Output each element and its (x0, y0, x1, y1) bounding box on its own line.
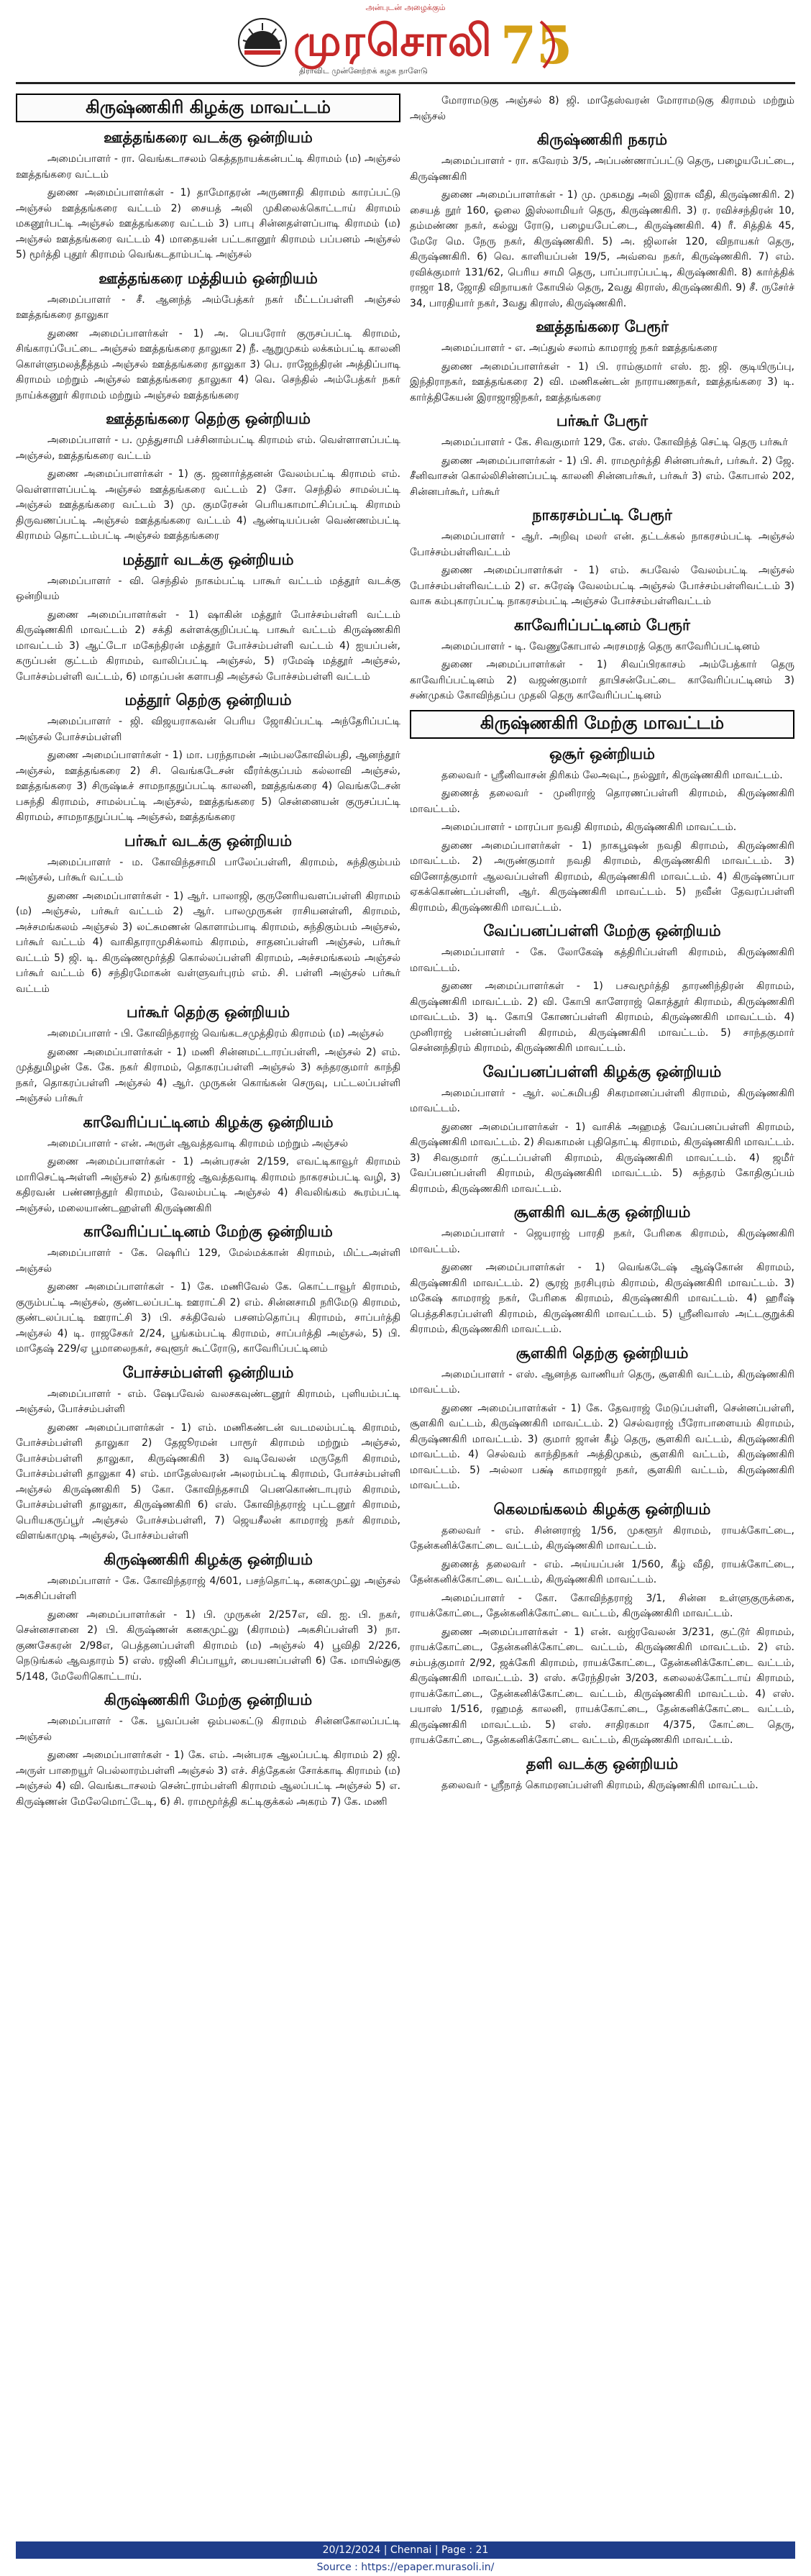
logo-tagline: திராவிட முன்னேற்றக் கழக நாளேடு (299, 66, 428, 76)
section-title: சூளகிரி தெற்கு ஒன்றியம் (516, 1344, 689, 1362)
district-title: கிருஷ்ணகிரி மேற்கு மாவட்டம் (480, 713, 725, 733)
section-paragraph: துணை அமைப்பாளர்கள் - 1) ஆர். பாலாஜி, குருனேரியவளப்பள்ளி கிராமம் (ம) அஞ்சல், பர்கூர் வட்டம் 2) ஆர். பாலமுருகன் ராசியனள்ளி, கிராமம், அச்சமங்கலம் அஞ்சல் 3) லட்சுமணன் கொளாம்பாடி கிராமம், சுந்திகும்பம் அஞ்சல், பர்கூர் வட்டம் 4) வாகிதாராமுசிக்லாம் கிராமம், சாதனப்பள்ளி அஞ்சல், பர்கூர் வட்டம் 5) ஜி. டி. கிருஷ்ணமூர்த்தி கொல்லப்பள்ளி கிராமம், அச்சமங்கலம் அஞ்சல் பர்கூர் வட்டம் 6) சந்திரமோகன் வள்ளுவர்புரம் எம். சி. பள்ளி அஞ்சல் பர்கூர் வட்டம் (16, 890, 400, 995)
section-paragraph: தலைவர் - எம். சின்னராஜ் 1/56, முகளூர் கிராமம், ராயக்கோட்டை, தேன்கனிக்கோட்டை வட்டம், கிருஷ்ணகிரி மாவட்டம். (410, 1524, 794, 1552)
logo-text: முரசொலி (293, 16, 493, 66)
section-title: சூளகிரி வடக்கு ஒன்றியம் (513, 1203, 691, 1221)
footer (0, 2541, 811, 2576)
section-paragraph: துணை அமைப்பாளர்கள் - 1) ஷாகின் மத்தூர் போச்சம்பள்ளி வட்டம் கிருஷ்ணகிரி மாவட்டம் 2) சக்தி கள்ளக்குறிப்பட்டி பாகூர் வட்டம் கிருஷ்ணகிரி மாவட்டம் 3) ஆட்டோ மகேந்திரன் மத்தூர் போச்சம்பள்ளி வட்டம் 4) ஐயப்பன், கருப்பன் குட்டம் கிராமம், வாலிப்பட்டி அஞ்சல், 5) ரமேஷ் மத்தூர் அஞ்சல், போச்சம்பள்ளி வட்டம், 6) மாதப்பன் களாபதி அஞ்சல் போச்சம்பள்ளி வட்டம் (16, 609, 400, 683)
right-column (410, 94, 794, 1796)
section-paragraph: துணைத் தலைவர் - முனிராஜ் தொரணப்பள்ளி கிராமம், கிருஷ்ணகிரி மாவட்டம். (410, 788, 794, 815)
section-title: கிருஷ்ணகிரி மேற்கு ஒன்றியம் (104, 1691, 313, 1708)
masthead (0, 0, 811, 86)
footer-date-page: 20/12/2024 | Chennai | Page : 21 (16, 2541, 795, 2559)
section-paragraph: அமைப்பாளர் - கே. ஷெரிப் 129, மேல்மக்கான் கிராமம், மிட்டஅள்ளி அஞ்சல் (16, 1247, 400, 1275)
anniversary-number: 75 (500, 14, 573, 73)
section-paragraph: துணை அமைப்பாளர்கள் - 1) சிவப்பிரகாசம் அம்பேத்கார் தெரு காவேரிப்பட்டினம் 2) வஜண்குமார் தாபிசன்பேட்டை காவேரிப்பட்டினம் 3) சண்முகம் கோவிந்தப்ப முதலி தெரு காவேரிப்பட்டினம் (410, 659, 794, 701)
section-paragraph: அமைப்பாளர் - ம. கோவிந்தசாமி பாலேப்பள்ளி, கிராமம், சுந்திகும்பம் அஞ்சல், பர்கூர் வட்டம் (16, 856, 400, 883)
section-paragraph: துணை அமைப்பாளர்கள் - 1) எம். மணிகண்டன் வடமலம்பட்டி கிராமம், போச்சம்பள்ளி தாலுகா 2) தேஜூரமன் பாரூர் கிராமம் மற்றும் அஞ்சல், போச்சம்பள்ளி தாலுகா, கிருஷ்ணகிரி 3) வடிவேலன் மருதேரி கிராமம், போச்சம்பள்ளி தாலுகா 4) எம். மாதேஸ்வரன் அலரம்பட்டி கிராமம், போச்சம்பள்ளி அஞ்சல் கிருஷ்ணகிரி 5) கோ. கோவிந்தசாமி பெனகொண்டாபுரம் கிராமம், போச்சம்பள்ளி தாலுகா, கிருஷ்ணகிரி 6) எஸ். கோவிந்தராஜ் புட்டனூர் கிராமம், பெரியகருப்பூர் அஞ்சல் போச்சம்பள்ளி, 7) ஜெயசீலன் காமராஜ் நகர் கிராமம், விளங்காமுடி அஞ்சல், போச்சம்பள்ளி (16, 1421, 400, 1542)
section-paragraph: தலைவர் - ஸ்ரீனிவாசன் திரிகம் லேஅவுட், நல்லூர், கிருஷ்ணகிரி மாவட்டம். (441, 769, 783, 781)
section-title: வேப்பனப்பள்ளி கிழக்கு ஒன்றியம் (482, 1062, 722, 1080)
left-sections (16, 129, 400, 1810)
masthead-divider (16, 82, 795, 84)
section-paragraph: அமைப்பாளர் - ரா. கவேரம் 3/5, அப்பண்ணாப்பட்டு தெரு, பழையபேட்டை, கிருஷ்ணகிரி (410, 155, 794, 183)
section-paragraph: துணை அமைப்பாளர்கள் - 1) மா. பரந்தாமன் அம்பலகோவில்பதி, ஆனந்தூர் அஞ்சல், ஊத்தங்கரை 2) சி. வெங்கடேசன் வீரர்க்குப்பம் கல்லாவி அஞ்சல், ஊத்தங்கரை 3) சிருஷ்டீச் சாமநாதநுப்பட்டி காலனி, ஊத்தங்கரை 4) வெங்கடேசன் பசுந்தி கிராமம், சாமல்பட்டி அஞ்சல், ஊத்தங்கரை 5) சென்னையன் குருசப்பட்டி கிராமம், சாமநாதநுப்பட்டி அஞ்சல், ஊத்தங்கரை (16, 750, 400, 823)
right-sections-b (410, 745, 794, 1794)
district-heading-east (16, 94, 400, 122)
continuation-text: மோராமடுகு அஞ்சல் 8) ஜி. மாதேஸ்வரன் மோராமடுகு கிராமம் மற்றும் அஞ்சல் (410, 95, 794, 122)
section-paragraph: அமைப்பாளர் - என். அருள் ஆவத்தவாடி கிராமம் மற்றும் அஞ்சல் (47, 1137, 348, 1150)
section-paragraph: அமைப்பாளர் - எ. அப்துல் சலாம் காமராஜ் நகர் ஊத்தங்கரை (441, 342, 718, 354)
section-paragraph: துணை அமைப்பாளர்கள் - 1) வாசிக் அஹமத் வேப்பனப்பள்ளி கிராமம், கிருஷ்ணகிரி மாவட்டம். 2) சிவகாமன் புதிதொட்டி கிராமம், கிருஷ்ணகிரி மாவட்டம். 3) சிவகுமார் குட்டப்பள்ளி கிராமம், கிருஷ்ணகிரி மாவட்டம். 4) ஜமீர் வேப்பனப்பள்ளி கிராமம், கிருஷ்ணகிரி மாவட்டம். 5) சுந்தரம் கோதிகுப்பம் கிராமம், கிருஷ்ணகிரி மாவட்டம். (410, 1121, 794, 1195)
left-column (16, 94, 400, 1813)
section-title: தளி வடக்கு ஒன்றியம் (526, 1754, 679, 1772)
section-paragraph: அமைப்பாளர் - ஜெயராஜ் பாரதி நகர், பேரிகை கிராமம், கிருஷ்ணகிரி மாவட்டம். (410, 1228, 794, 1255)
section-paragraph: துணை அமைப்பாளர்கள் - 1) அன்பரசன் 2/159, எவட்டிகாவூர் கிராமம் மாரிசெட்டிஅள்ளி அஞ்சல் 2) தங்கராஜ் ஆவத்தவாடி கிராமம் நாகரசம்பட்டி வழி, 3) கதிரவன் பண்ணந்தூர் கிராமம், வேலம்பட்டி அஞ்சல் 4) சிவலிங்கம் கூரம்பட்டி அஞ்சல், மலையாண்டஹள்ளி கிருஷ்ணகிரி (16, 1156, 400, 1214)
section-paragraph: தலைவர் - ஸ்ரீநாத் கொமரனப்பள்ளி கிராமம், கிருஷ்ணகிரி மாவட்டம். (441, 1779, 759, 1791)
section-paragraph: அமைப்பாளர் - ஆர். அறிவு மலர் என். தட்டக்கல் நாகரசம்பட்டி அஞ்சல் போச்சம்பள்ளிவட்டம் (410, 531, 794, 558)
section-paragraph: அமைப்பாளர் - கே. பூவப்பன் ஒம்பலகட்டு கிராமம் சின்னகோலப்பட்டி அஞ்சல் (16, 1716, 400, 1743)
section-paragraph: துணை அமைப்பாளர்கள் - 1) மணி சின்னமட்டாரப்பள்ளி, அஞ்சல் 2) எம். முத்துமிழன் கே. கே. நகர் கிராமம், தொகரப்பள்ளி அஞ்சல் 3) சுந்தரகுமார் காந்தி நகர், தொகரப்பள்ளி அஞ்சல் 4) ஆர். முருகன் கொங்கன் செருவு, பட்டலப்பள்ளி அஞ்சல் பர்கூர் (16, 1046, 400, 1104)
section-title: ஊத்தங்கரை வடக்கு ஒன்றியம் (104, 129, 313, 146)
section-title: ஊத்தங்கரை தெற்கு ஒன்றியம் (106, 410, 311, 427)
district-title: கிருஷ்ணகிரி கிழக்கு மாவட்டம் (86, 96, 331, 117)
section-title: பர்கூர் பேரூர் (556, 412, 649, 429)
section-paragraph: அமைப்பாளர் - பி. கோவிந்தராஜ் வெங்கடசமுத்திரம் கிராமம் (ம) அஞ்சல் (47, 1028, 384, 1039)
section-paragraph: துணை அமைப்பாளர்கள் - 1) கே. மணிவேல் கே. கொட்டாவூர் கிராமம், குரும்பட்டி அஞ்சல், குண்டலப்பட்டி ஊராட்சி 2) எம். சின்னசாமி நரிமேடு கிராமம், குண்டலப்பட்டி ஊராட்சி 3) பி. சக்திவேல் பசனம்தொப்பு கிராமம், சாப்பர்த்தி அஞ்சல் 4) டி. ராஜசேகர் 2/24, பூங்கம்பட்டி கிராமம், சாப்பர்த்தி அஞ்சல், 5) பி. மாதேஷ் 229/ஏ பூமாலைநகர், சவுளூர் கூட்ரோடு, காவேரிப்பட்டினம் (16, 1281, 400, 1355)
section-title: காவேரிப்பட்டினம் கிழக்கு ஒன்றியம் (83, 1113, 334, 1131)
section-paragraph: துணை அமைப்பாளர்கள் - 1) எம். சுபவேல் வேலம்பட்டி அஞ்சல் போச்சம்பள்ளிவட்டம் 2) எ. சுரேஷ் வேலம்பட்டி அஞ்சல் போச்சம்பள்ளிவட்டம் 3) வாசு கம்புகாரப்பட்டி நாகரசம்பட்டி அஞ்சல் போச்சம்பள்ளிவட்டம் (410, 565, 794, 607)
section-paragraph: அமைப்பாளர் - கே. கோவிந்தராஜ் 4/601, பசந்தொட்டி, கனகமுட்லு அஞ்சல் அகசிப்பள்ளி (16, 1575, 400, 1602)
section-title: பர்கூர் வடக்கு ஒன்றியம் (124, 832, 292, 850)
section-title: ஊத்தங்கரை மத்தியம் ஒன்றியம் (98, 269, 318, 287)
section-title: மத்தூர் தெற்கு ஒன்றியம் (124, 691, 292, 709)
section-paragraph: துணை அமைப்பாளர்கள் - 1) பி. சி. ராமமூர்த்தி சின்னபர்கூர், பர்கூர். 2) ஜே. சீனிவாசன் கொல்லிசின்னப்பட்டி காலனி சின்னபர்கூர், பர்கூர் 3) எம். கோபால் 202, சின்னபர்கூர், பர்கூர் (410, 455, 794, 498)
section-paragraph: அமைப்பாளர் - ரா. வெங்கடாசலம் கெத்தநாயக்கன்பட்டி கிராமம் (ம) அஞ்சல் ஊத்தங்கரை வட்டம் (16, 153, 400, 181)
district-heading-west (410, 710, 794, 739)
section-title: காவேரிப்பட்டினம் பேரூர் (514, 616, 690, 634)
section-title: காவேரிப்பட்டினம் மேற்கு ஒன்றியம் (83, 1223, 333, 1240)
section-paragraph: துணைத் தலைவர் - எம். அய்யப்பன் 1/560, கீழ் வீதி, ராயக்கோட்டை, தேன்கனிக்கோட்டை வட்டம், கிருஷ்ணகிரி மாவட்டம். (410, 1558, 794, 1585)
section-title: நாகரசம்பட்டி பேரூர் (532, 506, 672, 524)
section-title: ஊத்தங்கரை பேரூர் (536, 318, 669, 335)
right-sections-a (410, 131, 794, 704)
section-paragraph: துணை அமைப்பாளர்கள் - 1) பசவமூர்த்தி தாரணிந்திரன் கிராமம், கிருஷ்ணகிரி மாவட்டம். 2) வி. கோபி காளேராஜ் கொத்தூர் கிராமம், கிருஷ்ணகிரி மாவட்டம். 3) டி. கோபி கோணப்பள்ளி கிராமம், கிருஷ்ணகிரி மாவட்டம். 4) முனிராஜ் பன்னப்பள்ளி கிராமம், கிருஷ்ணகிரி மாவட்டம். 5) சாந்தகுமார் சென்னந்திரம் கிராமம், கிருஷ்ணகிரி மாவட்டம். (410, 980, 794, 1054)
section-title: கெலமங்கலம் கிழக்கு ஒன்றியம் (493, 1500, 711, 1518)
section-paragraph: அமைப்பாளர் - ஜி. விஜயராகவன் பெரிய ஜோகிப்பட்டி அந்தேரிப்பட்டி அஞ்சல் போச்சம்பள்ளி (16, 716, 400, 743)
logo (237, 13, 575, 76)
section-paragraph: அமைப்பாளர் - கே. லோகேஷ் கத்திரிப்பள்ளி கிராமம், கிருஷ்ணகிரி மாவட்டம். (410, 947, 794, 974)
section-paragraph: அமைப்பாளர் - டி. வேணுகோபால் அரசமரத் தெரு காவேரிப்பட்டினம் (441, 640, 760, 652)
section-paragraph: துணை அமைப்பாளர்கள் - 1) பி. ராம்குமார் எஸ். ஐ. ஜி. குடியிருப்பு, இந்திராநகர், ஊத்தங்கரை 2) வி. மணிகண்டன் நாராயணநகர், ஊத்தங்கரை 3) டி. கார்த்திகேயன் இராஜாஜிநகர், ஊத்தங்கரை (410, 360, 794, 404)
section-paragraph: அமைப்பாளர் - எம். ஷேபவேல் வலசகவுண்டனூர் கிராமம், புளியம்பட்டி அஞ்சல், போச்சம்பள்ளி (16, 1388, 400, 1415)
section-title: கிருஷ்ணகிரி கிழக்கு ஒன்றியம் (104, 1550, 313, 1568)
section-title: கிருஷ்ணகிரி நகரம் (536, 131, 668, 148)
section-paragraph: அமைப்பாளர் - ஆர். லட்சுமிபதி சிகரமானப்பள்ளி கிராமம், கிருஷ்ணகிரி மாவட்டம். (410, 1087, 794, 1114)
section-paragraph: துணை அமைப்பாளர்கள் - 1) கே. எம். அன்பரசு ஆலப்பட்டி கிராமம் 2) ஜி. அருள் பாறையூர் பெல்லாரம்பள்ளி அஞ்சல் 3) எச். சித்தேகன் சோக்காடி கிராமம் (ம) அஞ்சல் 4) வி. வெங்கடாசலம் சென்ட்ராம்பள்ளி கிராமம் ஆலப்பட்டி அஞ்சல் 5) எ. கிருஷ்ணன் மேலேமொட்டேடி, 6) சி. ராமமூர்த்தி கட்டிகுக்கல் அகரம் 7) கே. மணி (16, 1749, 400, 1808)
footer-source-link[interactable]: Source : https://epaper.murasoli.in/ (316, 2562, 495, 2573)
section-paragraph: துணை அமைப்பாளர்கள் - 1) கே. தேவராஜ் மேடுப்பள்ளி, சென்னப்பள்ளி, சூளகிரி வட்டம், கிருஷ்ணகிரி மாவட்டம். 2) செல்வராஜ் பீரோபாளையம் கிராமம், கிருஷ்ணகிரி மாவட்டம். 3) குமார் ஜான் கீழ் தெரு, சூளகிரி வட்டம், கிருஷ்ணகிரி மாவட்டம். 4) செல்வம் காந்திநகர் அத்திமுகம், சூளகிரி வட்டம், கிருஷ்ணகிரி மாவட்டம். 5) அல்லா பக்ஷ் காமராஜர் நகர், சூளகிரி வட்டம், கிருஷ்ணகிரி மாவட்டம். (410, 1402, 794, 1491)
section-paragraph: துணை அமைப்பாளர்கள் - 1) பி. முருகன் 2/257எ, வி. ஐ. பி. நகர், சென்னசானை 2) பி. கிருஷ்ணன் கனகமுட்லு (கிராமம்) அகசிப்பள்ளி 3) நா. குணசேகரன் 2/98எ, பெத்தனப்பள்ளி கிராமம் (ம) அஞ்சல் 4) பூவிதி 2/226, நெடுங்கல் ஆவதாரம் 5) எஸ். ரஜினி சிப்பாயூர், பையனப்பள்ளி 6) கே. மாயில்துகு 5/148, மேலேரிகொட்டாய். (16, 1608, 400, 1683)
section-paragraph: துணை அமைப்பாளர்கள் - 1) கு. ஜனார்த்தனன் வேலம்பட்டி கிராமம் எம். வெள்ளாளப்பட்டி அஞ்சல் ஊத்தங்கரை வட்டம் 2) சோ. செந்தில் சாமல்பட்டி அஞ்சல் ஊத்தங்கரை வட்டம் 3) மு. குமரேசன் பெரியகாமாட்சிப்பட்டி கிராமம் திருவணப்பட்டி அஞ்சல் ஊத்தங்கரை வட்டம் 4) ஆண்டியப்பன் வெண்ணம்பட்டி கிராமம் தொட்டம்பட்டி அஞ்சல் ஊத்தங்கரை (16, 468, 400, 542)
section-paragraph: துணை அமைப்பாளர்கள் - 1) அ. பெயரோர் குருசப்பட்டி கிராமம், சிங்காரப்பேட்டை அஞ்சல் ஊத்தங்கரை தாலுகா 2) நீ. ஆறுமுகம் லக்கம்பட்டி காலனி கொள்ளுமலத்தீத்தம் அஞ்சல் ஊத்தங்கரை தாலுகா 3) பெ. ராஜேந்திரன் அத்திப்பாடி கிராமம் மற்றும் அஞ்சல் ஊத்தங்கரை தாலுகா 4) வெ. செந்தில் அம்பேத்கர் நகர் நாய்க்கனூர் கிராமம் மற்றும் அஞ்சல் ஊத்தங்கரை (16, 327, 400, 401)
section-title: போச்சம்பள்ளி ஒன்றியம் (122, 1363, 294, 1381)
section-paragraph: துணை அமைப்பாளர்கள் - 1) மு. முகமது அலி இராசு வீதி, கிருஷ்ணகிரி. 2) சையத் நூர் 160, ஓலை இஸ்லாமியர் தெரு, கிருஷ்ணகிரி. 3) ர. ரவிச்சந்திரன் 10, தம்மண்ண நகர், கல்லு ரோடு, பழையபேட்டை, கிருஷ்ணகிரி. 4) ரீ. சித்திக் 45, மேரே மெ. நேரு நகர், கிருஷ்ணகிரி. 5) அ. ஜிலான் 120, விநாயகர் தெரு, கிருஷ்ணகிரி. 6) வெ. காளியப்பன் 19/5, அவ்வை நகர், கிருஷ்ணகிரி. 7) எம். ரவிக்குமார் 131/62, பெரிய சாமி தெரு, பாப்பாரப்பட்டி, கிருஷ்ணகிரி. 8) கார்த்திக் ராஜா 18, ஜோதி விநாயகர் கோயில் தெரு, 2வது கிராஸ், கிருஷ்ணகிரி. 9) சீ. ருசேர்ச் 34, பாரதியார் நகர், 3வது கிராஸ், கிருஷ்ணகிரி. (410, 189, 794, 309)
section-paragraph: துணை அமைப்பாளர்கள் - 1) நாகபூஷன் நவதி கிராமம், கிருஷ்ணகிரி மாவட்டம். 2) அருண்குமார் நவதி கிராமம், கிருஷ்ணகிரி மாவட்டம். 3) வினோத்குமார் ஆலவப்பள்ளி கிராமம், கிருஷ்ணகிரி மாவட்டம். 4) கிருஷ்ணப்பா ஏகக்கொண்டப்பள்ளி, ஆர். கிருஷ்ணகிரி மாவட்டம். 5) நவீன் தேவரப்பள்ளி கிராமம், கிருஷ்ணகிரி மாவட்டம். (410, 839, 794, 914)
section-paragraph: அமைப்பாளர் - கோ. கோவிந்தராஜ் 3/1, சின்ன உள்ளுகுருக்கை, ராயக்கோட்டை, தேன்கனிக்கோட்டை வட்டம், கிருஷ்ணகிரி மாவட்டம். (410, 1592, 794, 1619)
section-paragraph: துணை அமைப்பாளர்கள் - 1) வெங்கடேஷ் ஆஷ்கோன் கிராமம், கிருஷ்ணகிரி மாவட்டம். 2) சூரஜ் நரசிபுரம் கிராமம், கிருஷ்ணகிரி மாவட்டம். 3) மகேஷ் காமராஜ் நகர், பேரிகை கிராமம், கிருஷ்ணகிரி மாவட்டம். 4) ஹரீஷ் பெத்தசிகரப்பள்ளி கிராமம், கிருஷ்ணகிரி மாவட்டம். 5) ஸ்ரீனிவாஸ் அட்டகுறுக்கி கிராமம், கிருஷ்ணகிரி மாவட்டம். (410, 1262, 794, 1335)
section-paragraph: அமைப்பாளர் - கே. சிவகுமார் 129, கே. எஸ். கோவிந்த் செட்டி தெரு பர்கூர் (441, 437, 788, 448)
section-paragraph: அமைப்பாளர் - வி. செந்தில் நாகம்பட்டி பாகூர் வட்டம் மத்தூர் வடக்கு ஒன்றியம் (16, 575, 400, 602)
section-title: வேப்பனப்பள்ளி மேற்கு ஒன்றியம் (483, 922, 721, 939)
rising-sun-emblem-icon (237, 17, 288, 68)
section-paragraph: அமைப்பாளர் - ப. முத்துசாமி பச்சினாம்பட்டி கிராமம் எம். வெள்ளாளப்பட்டி அஞ்சல், ஊத்தங்கரை வட்டம் (16, 434, 400, 462)
section-title: பர்கூர் தெற்கு ஒன்றியம் (126, 1003, 290, 1021)
section-paragraph: துணை அமைப்பாளர்கள் - 1) தாமோதரன் அருணாதி கிராமம் காரப்பட்டு அஞ்சல் ஊத்தங்கரை வட்டம் 2) சையத் அலி முகிலைக்கொட்டாய் கிராமம் மகனூர்பட்டி அஞ்சல் ஊத்தங்கரை வட்டம் 3) பாபு சின்னதள்ளப்பாடி கிராமம் (ம) அஞ்சல் ஊத்தங்கரை வட்டம் 4) மாதையன் பட்டகானூர் கிராமம் பப்பனம் அஞ்சல் 5) மூர்த்தி புதூர் கிராமம் வெங்கடதாம்பட்டி அஞ்சல் (16, 187, 400, 260)
masthead-top-note: அன்புடன் அழைக்கும் (365, 3, 446, 12)
section-paragraph: அமைப்பாளர் - சீ. ஆனந்த் அம்பேத்கர் நகர் மீட்டப்பள்ளி அஞ்சல் ஊத்தங்கரை தாலுகா (16, 293, 400, 321)
anniversary-75-badge-icon (496, 13, 575, 73)
section-paragraph: அமைப்பாளர் - எஸ். ஆனந்த வாணியர் தெரு, சூளகிரி வட்டம், கிருஷ்ணகிரி மாவட்டம். (410, 1368, 794, 1396)
section-paragraph: அமைப்பாளர் - மாரப்பா நவதி கிராமம், கிருஷ்ணகிரி மாவட்டம். (441, 822, 737, 833)
section-title: ஒசூர் ஒன்றியம் (549, 745, 655, 763)
section-title: மத்தூர் வடக்கு ஒன்றியம் (122, 550, 294, 568)
section-paragraph: துணை அமைப்பாளர்கள் - 1) என். வஜ்ரவேலன் 3/231, குட்டூர் கிராமம், ராயக்கோட்டை, தேன்கனிக்கோட்டை வட்டம், கிருஷ்ணகிரி மாவட்டம். 2) எம். சம்பத்குமார் 2/92, ஜக்கேரி கிராமம், ராயக்கோட்டை, தேன்கனிக்கோட்டை வட்டம், கிருஷ்ணகிரி மாவட்டம். 3) எஸ். சுரேந்திரன் 3/203, கலைலக்கோட்டாய் கிராமம், ராயக்கோட்டை, தேன்கனிக்கோட்டை வட்டம், கிருஷ்ணகிரி மாவட்டம். 4) எஸ். பயாஸ் 1/516, ரஹமத் காலனி, ராயக்கோட்டை, தேன்கனிக்கோட்டை வட்டம், கிருஷ்ணகிரி மாவட்டம். 5) எஸ். சாதிரகமா 4/375, கோட்டை தெரு, ராயக்கோட்டை, தேன்கனிக்கோட்டை வட்டம், கிருஷ்ணகிரி மாவட்டம். (410, 1626, 794, 1746)
